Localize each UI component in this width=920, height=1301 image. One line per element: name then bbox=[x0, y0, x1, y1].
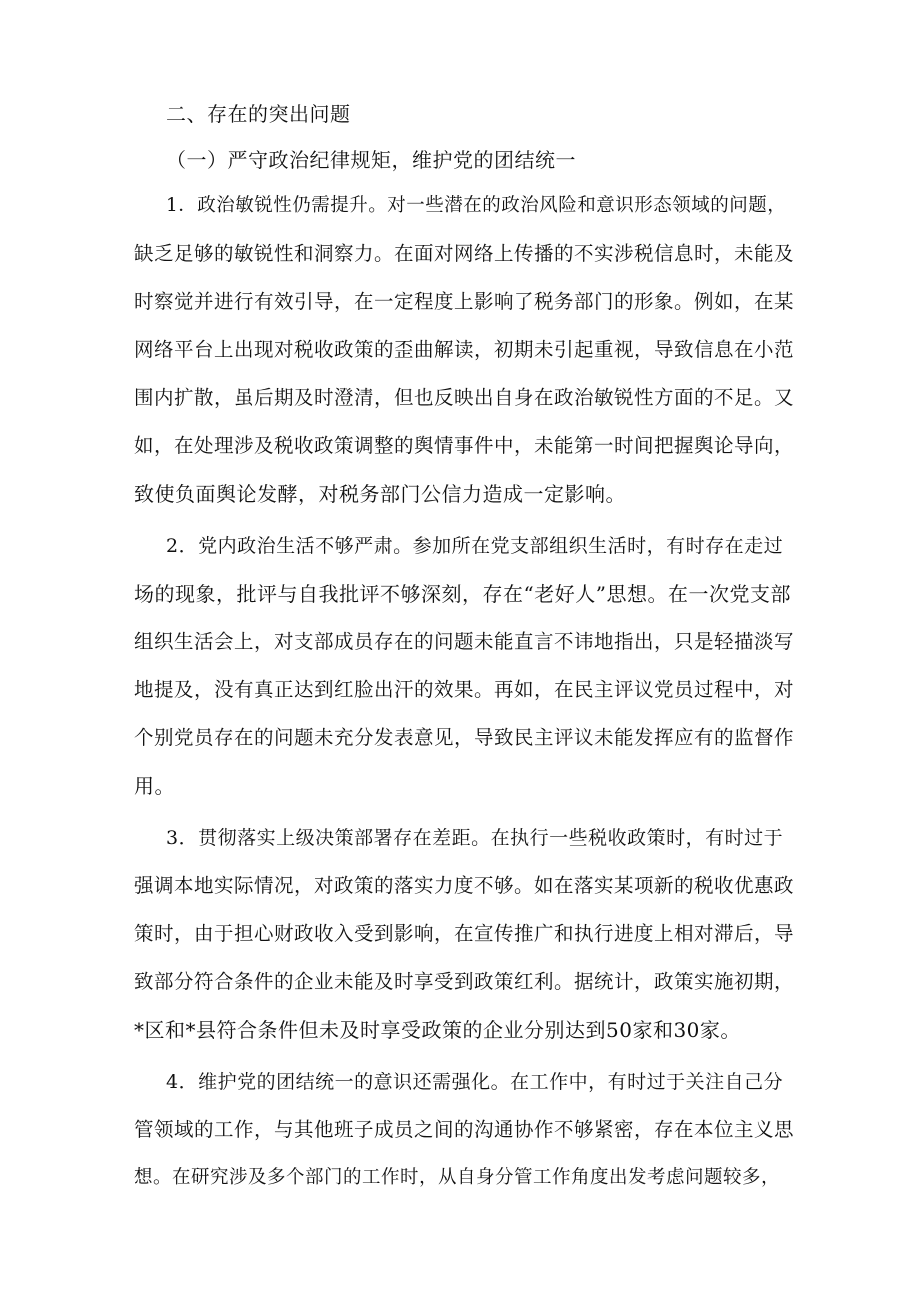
paragraph-3-line-3: 策时，由于担心财政收入受到影响，在宣传推广和执行进度上相对滞后，导 bbox=[134, 922, 795, 945]
paragraph-1-line-7: 致使负面舆论发酵，对税务部门公信力造成一定影响。 bbox=[134, 482, 626, 506]
paragraph-4-line-1: 4．维护党的团结统一的意识还需强化。在工作中，有时过于关注自己分 bbox=[166, 1071, 784, 1093]
subsection-title: （一）严守政治纪律规矩，维护党的团结统一 bbox=[166, 148, 576, 172]
paragraph-1-line-3: 时察觉并进行有效引导，在一定程度上影响了税务部门的形象。例如，在某 bbox=[134, 290, 795, 313]
paragraph-2-line-4: 地提及，没有真正达到红脸出汗的效果。再如，在民主评议党员过程中，对 bbox=[134, 678, 795, 701]
paragraph-2-line-1: 2．党内政治生活不够严肃。参加所在党支部组织生活时，有时存在走过 bbox=[166, 535, 784, 557]
paragraph-1-line-6: 如，在处理涉及税收政策调整的舆情事件中，未能第一时间把握舆论导向， bbox=[134, 434, 795, 457]
paragraph-1-line-5: 围内扩散，虽后期及时澄清，但也反映出自身在政治敏锐性方面的不足。又 bbox=[134, 386, 795, 409]
paragraph-3-line-5: *区和*县符合条件但未及时享受政策的企业分别达到50家和30家。 bbox=[134, 1018, 741, 1042]
paragraph-1-line-4: 网络平台上出现对税收政策的歪曲解读，初期未引起重视，导致信息在小范 bbox=[134, 338, 795, 361]
paragraph-3-line-2: 强调本地实际情况，对政策的落实力度不够。如在落实某项新的税收优惠政 bbox=[134, 874, 795, 897]
paragraph-1-line-1: 1．政治敏锐性仍需提升。对一些潜在的政治风险和意识形态领域的问题， bbox=[166, 195, 787, 216]
paragraph-3-line-4: 致部分符合条件的企业未能及时享受到政策红利。据统计，政策实施初期， bbox=[134, 970, 795, 993]
paragraph-2-line-3: 组织生活会上，对支部成员存在的问题未能直言不讳地指出，只是轻描淡写 bbox=[134, 630, 795, 653]
paragraph-1-line-2: 缺乏足够的敏锐性和洞察力。在面对网络上传播的不实涉税信息时，未能及 bbox=[134, 242, 795, 265]
paragraph-2-line-6: 用。 bbox=[134, 774, 175, 798]
paragraph-2-line-5: 个别党员存在的问题未充分发表意见，导致民主评议未能发挥应有的监督作 bbox=[134, 726, 795, 749]
paragraph-4-line-3: 想。在研究涉及多个部门的工作时，从自身分管工作角度出发考虑问题较多， bbox=[134, 1167, 781, 1188]
paragraph-4-line-2: 管领域的工作，与其他班子成员之间的沟通协作不够紧密，存在本位主义思 bbox=[134, 1118, 795, 1141]
section-title: 二、存在的突出问题 bbox=[166, 102, 351, 126]
paragraph-3-line-1: 3．贯彻落实上级决策部署存在差距。在执行一些税收政策时，有时过于 bbox=[166, 827, 784, 849]
paragraph-2-line-2: 场的现象，批评与自我批评不够深刻，存在“老好人”思想。在一次党支部 bbox=[134, 582, 791, 606]
